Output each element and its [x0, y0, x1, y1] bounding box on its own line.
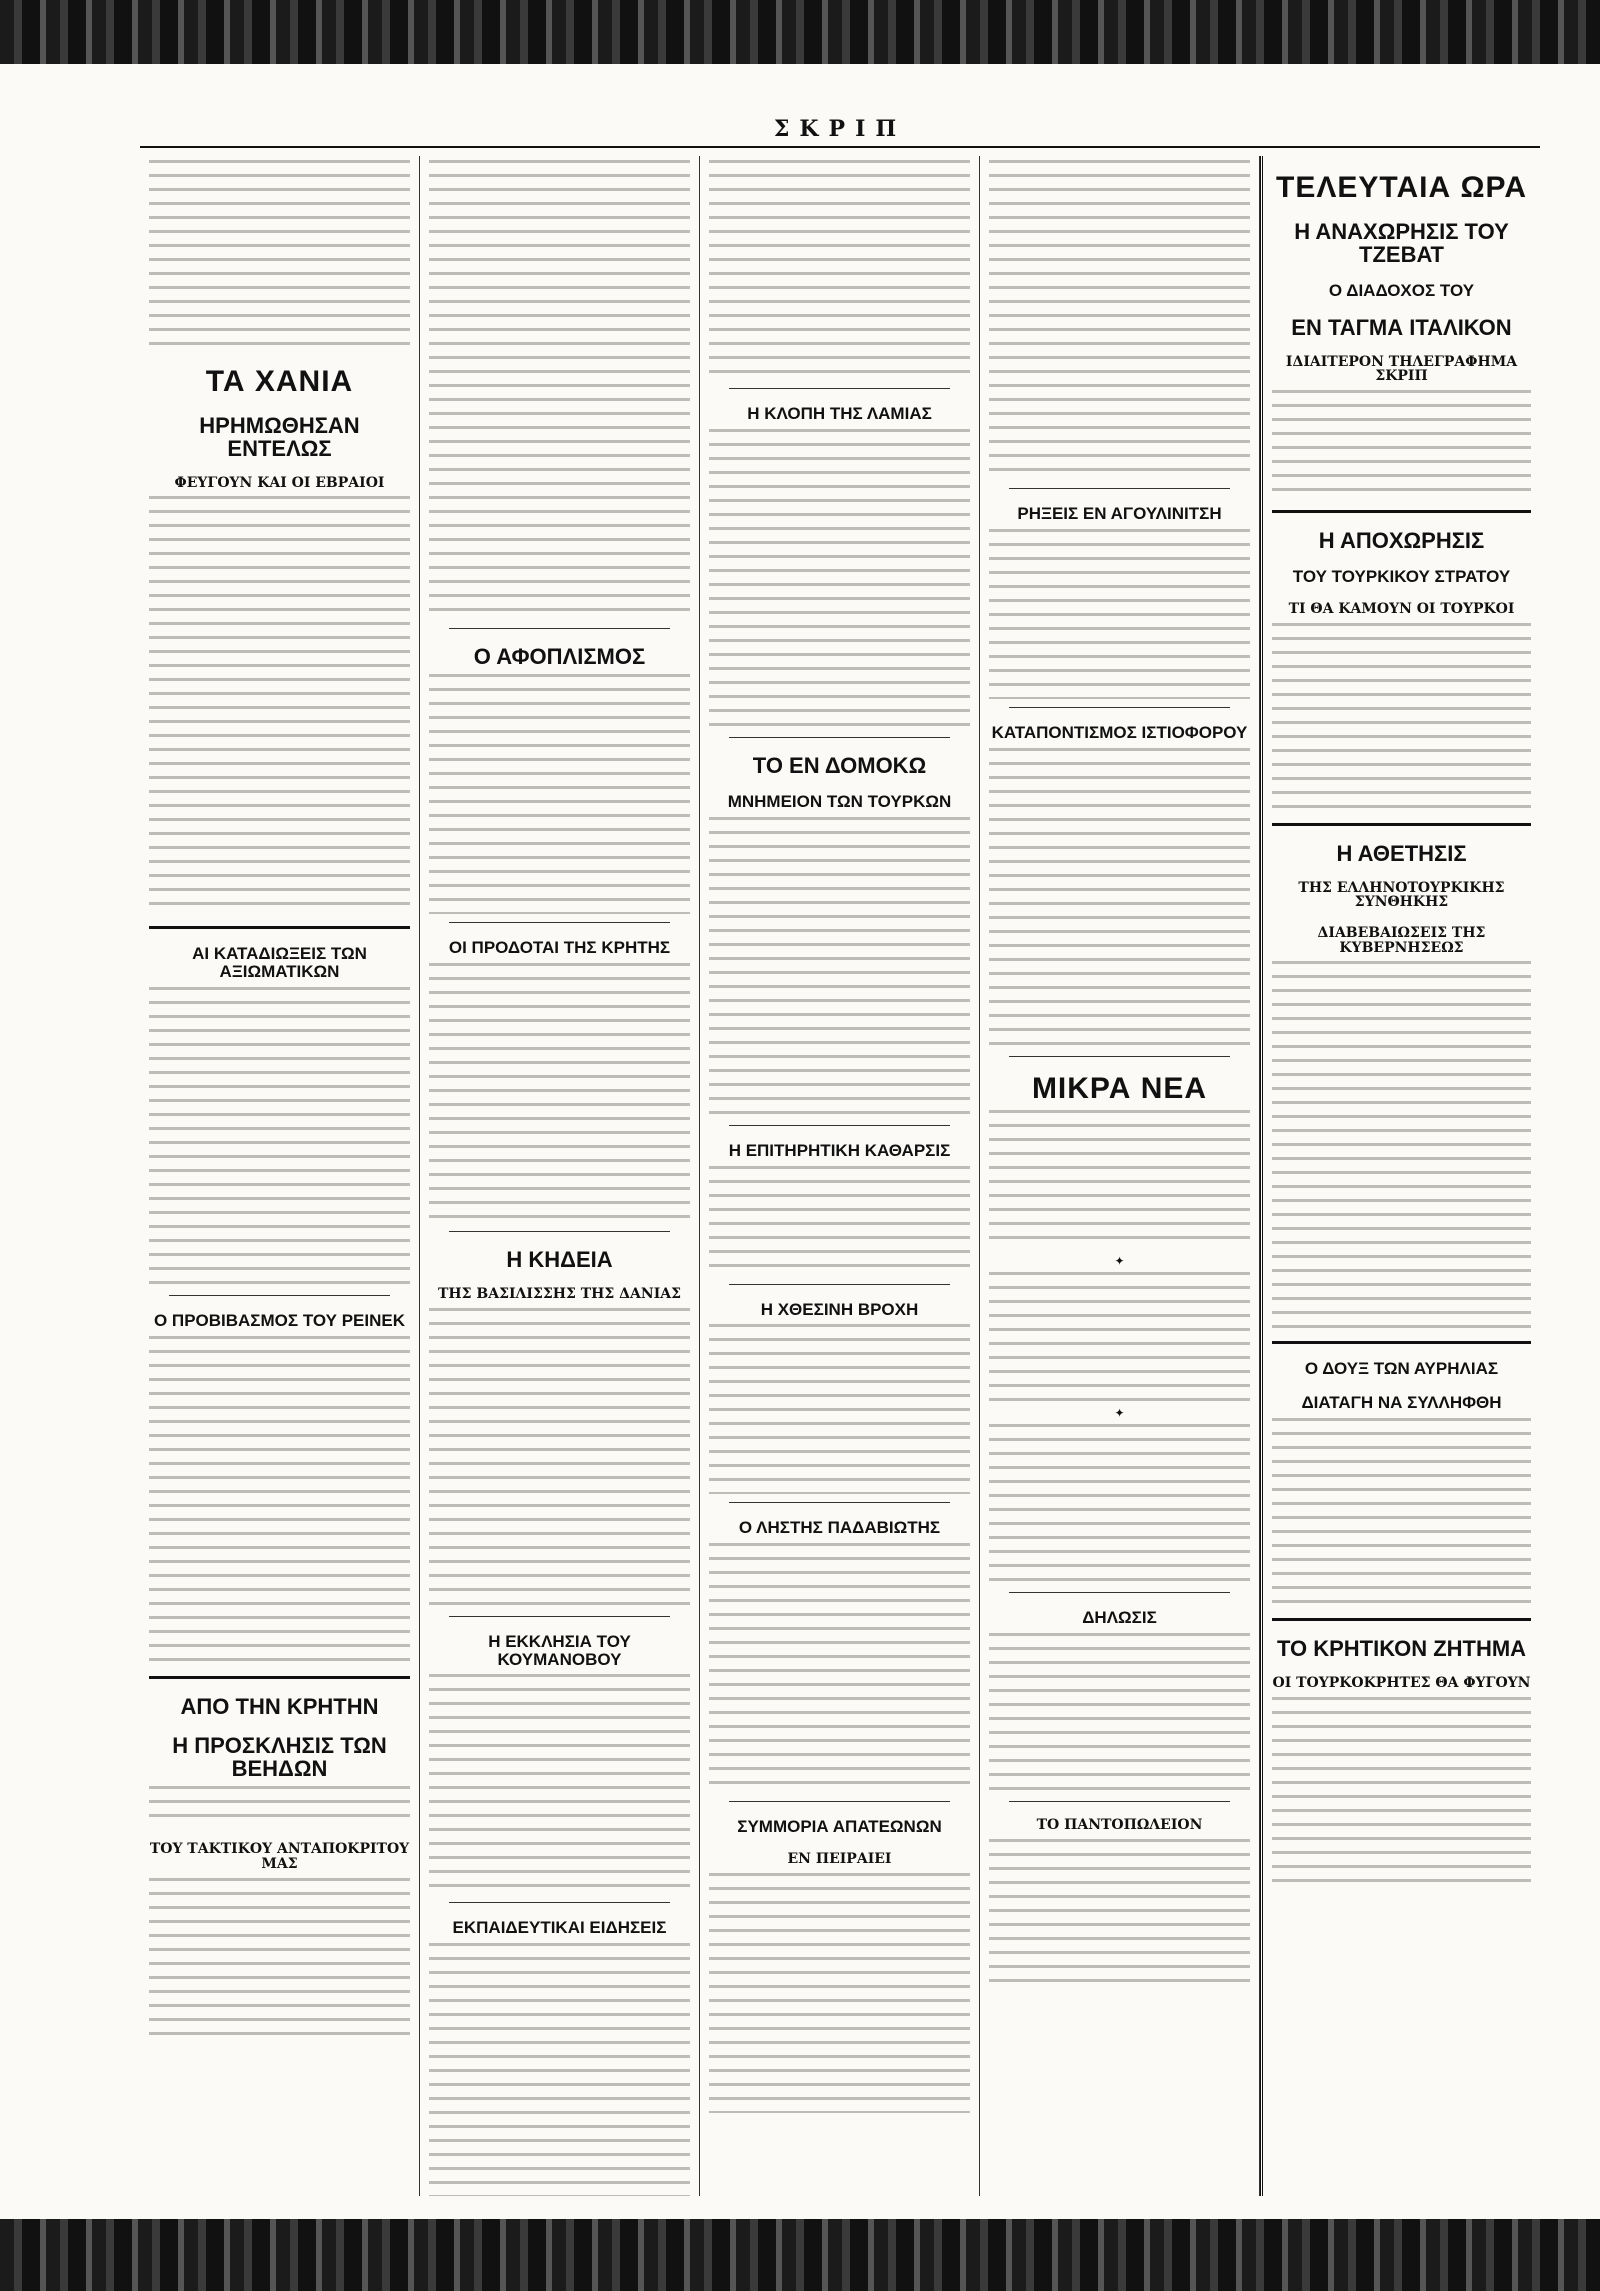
article-text	[989, 529, 1250, 699]
subheadline: ΤΗΣ ΕΛΛΗΝΟΤΟΥΡΚΙΚΗΣ ΣΥΝΘΗΚΗΣ	[1298, 879, 1505, 911]
article-text	[709, 817, 970, 1117]
subheadline: ΕΝ ΠΕΙΡΑΙΕΙ	[787, 1851, 892, 1868]
article-text	[149, 1336, 410, 1666]
headline: Η ΧΘΕΣΙΝΗ ΒΡΟΧΗ	[760, 1299, 919, 1319]
article-text	[989, 748, 1250, 1048]
headline: ΕΚΠΑΙΔΕΥΤΙΚΑΙ ΕΙΔΗΣΕΙΣ	[452, 1918, 667, 1938]
headline: ΑΙ ΚΑΤΑΔΙΩΞΕΙΣ ΤΩΝ ΑΞΙΩΜΑΤΙΚΩΝ	[192, 944, 367, 982]
headline: Η ΑΝΑΧΩΡΗΣΙΣ ΤΟΥ ΤΖΕΒΑΤ	[1294, 218, 1509, 267]
headline: ΕΝ ΤΑΓΜΑ ΙΤΑΛΙΚΟΝ	[1291, 314, 1512, 340]
headline: Ο ΔΙΑΔΟΧΟΣ ΤΟΥ	[1328, 280, 1475, 300]
divider	[1272, 1341, 1531, 1344]
article-text	[149, 160, 410, 350]
article-text	[709, 1873, 970, 2113]
article-text	[1272, 961, 1531, 1331]
article-text	[1272, 623, 1531, 813]
masthead	[140, 116, 1540, 148]
headline: Η ΚΛΟΠΗ ΤΗΣ ΛΑΜΙΑΣ	[747, 404, 932, 423]
headline: Η ΑΘΕΤΗΣΙΣ	[1336, 840, 1467, 866]
headline: ΗΡΗΜΩΘΗΣΑΝ ΕΝΤΕΛΩΣ	[199, 412, 360, 461]
divider	[729, 737, 950, 738]
divider	[449, 922, 670, 923]
headline: ΤΟΥ ΤΟΥΡΚΙΚΟΥ ΣΤΡΑΤΟΥ	[1292, 567, 1511, 587]
headline: Η ΕΠΙΤΗΡΗΤΙΚΗ ΚΑΘΑΡΣΙΣ	[728, 1140, 951, 1160]
subheadline: ΤΙ ΘΑ ΚΑΜΟΥΝ ΟΙ ΤΟΥΡΚΟΙ	[1288, 600, 1515, 617]
divider	[729, 388, 950, 389]
headline: ΔΙΑΤΑΓΗ ΝΑ ΣΥΛΛΗΦΘΗ	[1301, 1393, 1502, 1413]
divider	[449, 1616, 670, 1617]
separator-ornament: ✦	[1114, 1254, 1125, 1269]
divider	[1009, 707, 1230, 708]
article-text	[429, 160, 690, 620]
headline: ΡΗΞΕΙΣ ΕΝ ΑΓΟΥΛΙΝΙΤΣΗ	[1017, 504, 1222, 523]
article-text	[149, 987, 410, 1287]
article-text	[989, 1424, 1250, 1584]
article-text	[709, 160, 970, 380]
article-text	[989, 1110, 1250, 1250]
article-text	[989, 1633, 1250, 1793]
headline: Ο ΑΦΟΠΛΙΣΜΟΣ	[473, 644, 646, 669]
newspaper-title: ΣΚΡΙΠ	[773, 116, 907, 142]
column-4	[980, 156, 1260, 2196]
article-text	[989, 160, 1250, 480]
separator-ornament: ✦	[1114, 1406, 1125, 1421]
article-text	[429, 963, 690, 1223]
column-3	[700, 156, 980, 2196]
article-text	[429, 1943, 690, 2196]
article-text	[429, 1308, 690, 1608]
headline: Ο ΛΗΣΤΗΣ ΠΑΔΑΒΙΩΤΗΣ	[738, 1518, 941, 1538]
subheadline: ΤΗΣ ΒΑΣΙΛΙΣΣΗΣ ΤΗΣ ΔΑΝΙΑΣ	[437, 1286, 682, 1303]
subheadline: ΟΙ ΤΟΥΡΚΟΚΡΗΤΕΣ ΘΑ ΦΥΓΟΥΝ	[1272, 1675, 1531, 1692]
subheadline: ΦΕΥΓΟΥΝ ΚΑΙ ΟΙ ΕΒΡΑΙΟΙ	[174, 474, 385, 491]
divider	[1009, 1801, 1230, 1802]
column-2	[420, 156, 700, 2196]
scan-border-top	[0, 0, 1600, 64]
headline: ΤΟ ΕΝ ΔΟΜΟΚΩ	[752, 752, 927, 778]
article-text	[149, 496, 410, 916]
divider	[729, 1801, 950, 1802]
divider	[169, 1295, 390, 1296]
article-text	[989, 1272, 1250, 1402]
headline: ΜΙΚΡΑ ΝΕΑ	[1031, 1071, 1208, 1105]
article-text	[709, 1324, 970, 1494]
headline: Η ΠΡΟΣΚΛΗΣΙΣ ΤΩΝ ΒΕΗΔΩΝ	[172, 1733, 387, 1782]
divider	[729, 1284, 950, 1285]
headline: Η ΚΗΔΕΙΑ	[506, 1246, 613, 1272]
headline: ΚΑΤΑΠΟΝΤΙΣΜΟΣ ΙΣΤΙΟΦΟΡΟΥ	[991, 722, 1248, 742]
divider	[149, 926, 410, 929]
headline: ΜΝΗΜΕΙΟΝ ΤΩΝ ΤΟΥΡΚΩΝ	[727, 791, 952, 811]
divider	[1009, 1056, 1230, 1057]
article-text	[709, 1166, 970, 1276]
article-text	[989, 1839, 1250, 1989]
column-5	[1260, 156, 1540, 2196]
article-text	[429, 1674, 690, 1894]
headline: ΣΥΜΜΟΡΙΑ ΑΠΑΤΕΩΝΩΝ	[737, 1817, 942, 1837]
headline: ΤΟ ΠΑΝΤΟΠΩΛΕΙΟΝ	[1036, 1817, 1203, 1834]
divider	[1009, 1592, 1230, 1593]
article-text	[149, 1786, 410, 1826]
article-text	[1272, 1418, 1531, 1608]
article-text	[709, 429, 970, 729]
divider	[149, 1676, 410, 1679]
headline: ΤΑ ΧΑΝΙΑ	[205, 365, 354, 398]
subheadline: ΤΟΥ ΤΑΚΤΙΚΟΥ ΑΝΤΑΠΟΚΡΙΤΟΥ ΜΑΣ	[149, 1841, 410, 1872]
divider	[1009, 488, 1230, 489]
article-text	[1272, 390, 1531, 500]
article-text	[149, 1878, 410, 2038]
subheadline: ΙΔΙΑΙΤΕΡΟΝ ΤΗΛΕΓΡΑΦΗΜΑ ΣΚΡΙΠ	[1285, 353, 1518, 385]
headline: Ο ΠΡΟΒΙΒΑΣΜΟΣ ΤΟΥ ΡΕΙΝΕΚ	[153, 1311, 406, 1331]
divider	[449, 1902, 670, 1903]
divider	[1272, 823, 1531, 826]
column-1	[140, 156, 420, 2196]
subheadline: ΔΙΑΒΕΒΑΙΩΣΕΙΣ ΤΗΣ ΚΥΒΕΡΝΗΣΕΩΣ	[1317, 925, 1486, 956]
divider	[449, 1231, 670, 1232]
headline: ΔΗΛΩΣΙΣ	[1082, 1608, 1157, 1628]
headline: ΑΠΟ ΤΗΝ ΚΡΗΤΗΝ	[180, 1693, 379, 1719]
headline: ΤΕΛΕΥΤΑΙΑ ΩΡΑ	[1276, 171, 1527, 204]
article-text	[1272, 1697, 1531, 1887]
article-text	[429, 674, 690, 914]
headline: Η ΑΠΟΧΩΡΗΣΙΣ	[1318, 528, 1485, 553]
headline: Ο ΔΟΥΞ ΤΩΝ ΑΥΡΗΛΙΑΣ	[1304, 1359, 1499, 1379]
scan-border-bottom	[0, 2219, 1600, 2291]
divider	[449, 628, 670, 629]
divider	[729, 1125, 950, 1126]
headline: Η ΕΚΚΛΗΣΙΑ ΤΟΥ ΚΟΥΜΑΝΟΒΟΥ	[488, 1631, 631, 1669]
article-text	[709, 1543, 970, 1793]
divider	[1272, 510, 1531, 513]
columns	[140, 156, 1540, 2196]
headline: ΤΟ ΚΡΗΤΙΚΟΝ ΖΗΤΗΜΑ	[1276, 1636, 1527, 1662]
headline: ΟΙ ΠΡΟΔΟΤΑΙ ΤΗΣ ΚΡΗΤΗΣ	[448, 938, 671, 958]
divider	[1272, 1618, 1531, 1621]
divider	[729, 1502, 950, 1503]
